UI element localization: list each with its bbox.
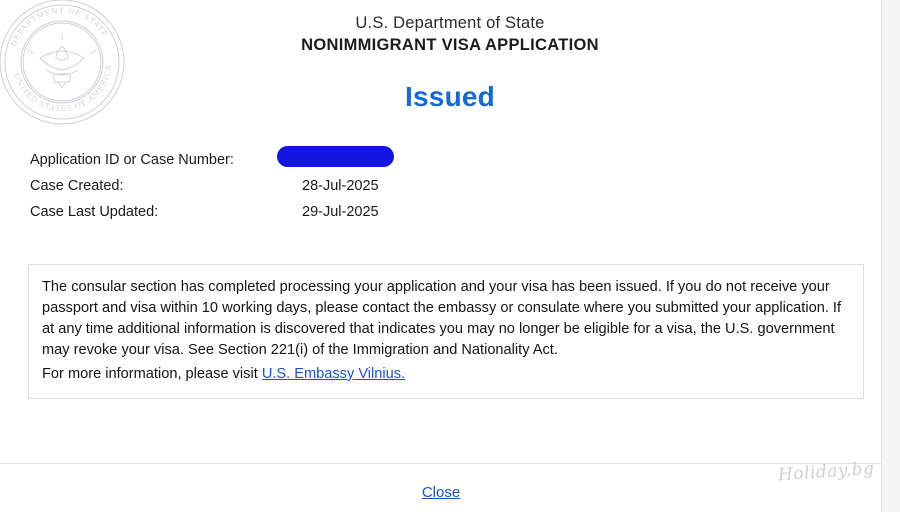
page-right-gutter (881, 0, 900, 512)
redaction-mark (277, 146, 394, 167)
page-title: NONIMMIGRANT VISA APPLICATION (301, 36, 599, 55)
case-info-label: Case Last Updated: (30, 204, 159, 220)
case-info-row-case-last-updated (30, 204, 590, 230)
case-info-row-case-created (30, 178, 590, 204)
department-name: U.S. Department of State (355, 14, 545, 32)
embassy-link[interactable]: U.S. Embassy Vilnius. (261, 365, 406, 382)
case-info-value: 29-Jul-2025 (302, 204, 379, 220)
notice-more-info (42, 364, 850, 385)
footer (0, 484, 882, 502)
department-of-state-seal-icon (0, 0, 136, 136)
notice-paragraph: The consular section has completed processing your application and your visa has been issued. If you do not receive your passport and visa within 10 working days, please contact the embassy or consulate where you submitted your application. If at any time additional information is discovered that indicates you may no longer be eligible for a visa, the U.S. government may revoke your visa. See Section 221(i) of the Immigration and Nationality Act. (42, 279, 842, 359)
footer-divider (0, 463, 882, 464)
case-info-label: Application ID or Case Number: (30, 152, 234, 168)
status-notice-box (28, 264, 864, 399)
case-info-value: 28-Jul-2025 (302, 178, 379, 194)
status-badge: Issued (405, 81, 495, 113)
case-info-label: Case Created: (30, 178, 124, 194)
watermark-label: Holiday.bg (776, 458, 875, 486)
notice-more-info-prefix: For more information, please visit (42, 365, 262, 382)
svg-text:UNITED STATES OF AMERICA: UNITED STATES OF AMERICA (12, 63, 114, 114)
svg-text:DEPARTMENT OF STATE: DEPARTMENT OF STATE (8, 6, 111, 48)
close-button[interactable]: Close (421, 484, 461, 501)
